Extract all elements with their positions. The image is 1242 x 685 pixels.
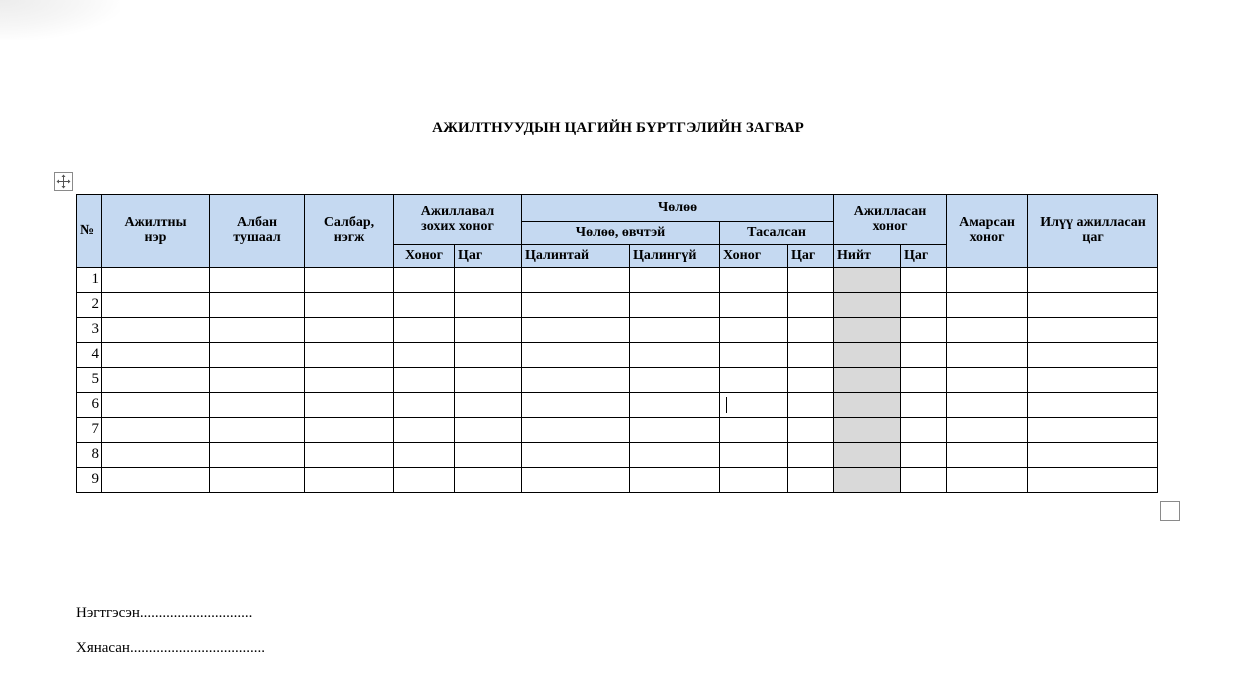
subheader-paid: Цалинтай [522,245,630,268]
table-cell[interactable] [630,318,720,343]
table-cell[interactable] [210,318,305,343]
subheader-absent-days: Хоног [720,245,788,268]
table-cell[interactable] [720,393,788,418]
table-cell[interactable] [1028,393,1158,418]
table-cell[interactable] [788,418,834,443]
table-cell[interactable] [210,368,305,393]
table-cell[interactable] [305,293,394,318]
table-cell[interactable] [1028,418,1158,443]
table-cell[interactable] [455,343,522,368]
row-number: 9 [77,468,102,493]
table-body [77,268,1158,493]
table-cell[interactable] [102,268,210,293]
table-cell[interactable] [305,268,394,293]
table-row [77,293,1158,318]
table-cell[interactable] [455,418,522,443]
table-cell[interactable] [102,418,210,443]
table-resize-handle-icon[interactable] [1160,501,1180,521]
table-cell[interactable] [102,443,210,468]
table-cell[interactable] [1028,268,1158,293]
table-cell[interactable] [947,293,1028,318]
table-cell[interactable] [901,268,947,293]
table-cell[interactable] [947,443,1028,468]
table-cell[interactable] [947,418,1028,443]
table-cell[interactable] [210,393,305,418]
table-cell[interactable] [901,368,947,393]
table-cell[interactable] [834,318,901,343]
header-absent: Тасалсан [720,222,834,245]
table-cell[interactable] [210,268,305,293]
table-cell[interactable] [947,343,1028,368]
table-cell[interactable] [901,418,947,443]
table-cell[interactable] [394,393,455,418]
table-cell[interactable] [720,293,788,318]
table-cell[interactable] [1028,318,1158,343]
page-corner-shadow [0,0,120,40]
table-cell[interactable] [305,393,394,418]
table-cell[interactable] [305,318,394,343]
table-cell[interactable] [455,293,522,318]
row-number: 2 [77,293,102,318]
table-row [77,268,1158,293]
table-cell[interactable] [305,468,394,493]
table-cell[interactable] [1028,343,1158,368]
table-cell[interactable] [788,443,834,468]
subheader-worked-hours: Цаг [901,245,947,268]
table-cell[interactable] [1028,293,1158,318]
table-cell[interactable] [947,268,1028,293]
table-cell[interactable] [630,268,720,293]
table-cell[interactable] [522,468,630,493]
table-cell[interactable] [947,318,1028,343]
header-position: Албан тушаал [210,195,305,268]
table-cell[interactable] [834,293,901,318]
table-cell[interactable] [210,443,305,468]
table-cell[interactable] [522,343,630,368]
table-cell[interactable] [720,343,788,368]
table-cell[interactable] [788,318,834,343]
table-cell[interactable] [102,368,210,393]
table-cell[interactable] [901,393,947,418]
table-cell[interactable] [394,293,455,318]
table-cell[interactable] [720,418,788,443]
table-cell[interactable] [720,268,788,293]
table-cell[interactable] [947,393,1028,418]
table-cell[interactable] [901,318,947,343]
table-cell[interactable] [720,443,788,468]
subheader-unpaid: Цалингүй [630,245,720,268]
row-number: 3 [77,318,102,343]
table-cell[interactable] [102,293,210,318]
table-cell[interactable] [788,268,834,293]
table-cell[interactable] [522,418,630,443]
table-move-handle-icon[interactable] [54,172,73,191]
table-cell[interactable] [720,318,788,343]
table-cell[interactable] [522,293,630,318]
table-cell[interactable] [394,418,455,443]
table-cell[interactable] [455,318,522,343]
table-cell[interactable] [834,368,901,393]
header-rest-days: Амарсан хоног [947,195,1028,268]
table-cell[interactable] [455,443,522,468]
table-cell[interactable] [210,468,305,493]
table-cell[interactable] [630,293,720,318]
table-cell[interactable] [630,443,720,468]
table-cell[interactable] [102,318,210,343]
table-cell[interactable] [834,393,901,418]
table-cell[interactable] [394,343,455,368]
subheader-worked-total: Нийт [834,245,901,268]
header-num: № [77,195,102,268]
row-number: 4 [77,343,102,368]
table-cell[interactable] [834,343,901,368]
header-employee-name: Ажилтны нэр [102,195,210,268]
row-number: 8 [77,443,102,468]
table-cell[interactable] [788,468,834,493]
document-title: АЖИЛТНУУДЫН ЦАГИЙН БҮРТГЭЛИЙН ЗАГВАР [432,120,804,136]
table-cell[interactable] [947,368,1028,393]
table-cell[interactable] [305,418,394,443]
table-cell[interactable] [834,443,901,468]
table-cell[interactable] [305,443,394,468]
table-cell[interactable] [788,293,834,318]
table-cell[interactable] [901,293,947,318]
table-row [77,443,1158,468]
table-cell[interactable] [901,343,947,368]
table-cell[interactable] [455,368,522,393]
table-cell[interactable] [630,368,720,393]
table-cell[interactable] [1028,368,1158,393]
header-leave-sick: Чөлөө, өвчтэй [522,222,720,245]
table-cell[interactable] [394,318,455,343]
text-cursor [726,397,727,413]
compiled-by-line: Нэгтгэсэн.............................. [76,605,253,621]
table-cell[interactable] [834,468,901,493]
subheader-absent-hours: Цаг [788,245,834,268]
table-cell[interactable] [455,393,522,418]
table-cell[interactable] [630,343,720,368]
subheader-should-hours: Цаг [455,245,522,268]
table-cell[interactable] [1028,468,1158,493]
table-row [77,393,1158,418]
checked-by-line: Хянасан.................................... [76,640,265,656]
header-worked-days: Ажилласан хоног [834,195,947,245]
table-cell[interactable] [947,468,1028,493]
table-cell[interactable] [305,368,394,393]
table-cell[interactable] [455,468,522,493]
row-number: 6 [77,393,102,418]
header-should-work-days: Ажиллавал зохих хоног [394,195,522,245]
table-cell[interactable] [788,393,834,418]
table-cell[interactable] [394,268,455,293]
table-cell[interactable] [522,318,630,343]
table-cell[interactable] [455,268,522,293]
table-cell[interactable] [102,468,210,493]
table-cell[interactable] [522,393,630,418]
table-cell[interactable] [305,343,394,368]
header-row-1 [77,195,1158,222]
table-row [77,368,1158,393]
table-cell[interactable] [102,343,210,368]
table-row [77,418,1158,443]
row-number: 7 [77,418,102,443]
row-number: 5 [77,368,102,393]
table-cell[interactable] [522,268,630,293]
table-cell[interactable] [210,418,305,443]
table-cell[interactable] [834,268,901,293]
table-cell[interactable] [788,368,834,393]
table-cell[interactable] [788,343,834,368]
table-cell[interactable] [394,368,455,393]
table-row [77,343,1158,368]
table-cell[interactable] [522,368,630,393]
table-cell[interactable] [394,468,455,493]
table-cell[interactable] [834,418,901,443]
header-leave: Чөлөө [522,195,834,222]
row-number: 1 [77,268,102,293]
table-row [77,468,1158,493]
table-cell[interactable] [102,393,210,418]
table-cell[interactable] [630,418,720,443]
table-cell[interactable] [720,368,788,393]
table-cell[interactable] [210,343,305,368]
header-department: Салбар, нэгж [305,195,394,268]
table-cell[interactable] [720,468,788,493]
table-cell[interactable] [210,293,305,318]
table-cell[interactable] [522,443,630,468]
table-cell[interactable] [1028,443,1158,468]
table-cell[interactable] [394,443,455,468]
table-cell[interactable] [901,443,947,468]
timesheet-table [76,194,1158,493]
table-cell[interactable] [630,393,720,418]
table-cell[interactable] [901,468,947,493]
table-cell[interactable] [630,468,720,493]
table-row [77,318,1158,343]
header-overtime-hours: Илүү ажилласан цаг [1028,195,1158,268]
subheader-should-days: Хоног [394,245,455,268]
